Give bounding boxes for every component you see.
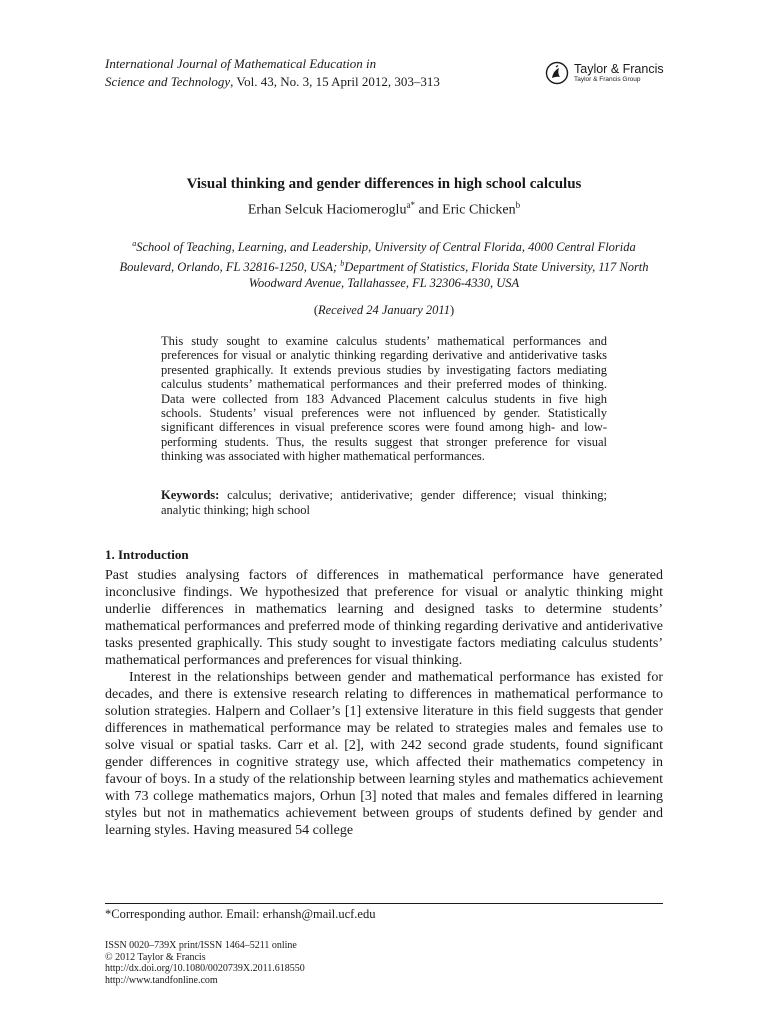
copyright-line: © 2012 Taylor & Francis [105,951,206,963]
author-list [0,200,768,219]
paper-title: Visual thinking and gender differences in high school calculus [186,176,582,192]
affiliations [110,236,658,292]
affiliation-mark: a [132,239,137,248]
abstract: This study sought to examine calculus students’ mathematical performances and preferences for visual or analytic thinking regarding derivative and antiderivative tasks presented graphically. It extends previous studies by investigating factors mediating calculus students’ mathematical performances and their preferred modes of thinking. Data were collected from 183 Advanced Placement calculus students in five high schools. Students’ visual preferences were not influenced by gender. Statistically significant differences in visual preference scores were found among high- and low-performing students. Thus, the results suggest that stronger preference for visual thinking was associated with higher mathematical performances. [161,334,607,464]
journal-citation [105,55,525,91]
publication-info [105,940,305,986]
publisher-name: Taylor & Francis [574,62,664,76]
section-body [105,567,663,839]
publisher-logo-icon [545,61,569,85]
body-paragraph: Past studies analysing factors of differences in mathematical performance have generated inconclusive findings. We hypothesized that preference for visual or analytic thinking might underlie differences in mathematics learning and designed tasks to determine students’ mathematical performances and preferred mode of thinking regarding derivative and antiderivative tasks presented graphically. This study sought to investigate factors mediating calculus students’ mathematical performances and preferences for visual thinking. [105,568,663,668]
author-separator: and [414,202,443,218]
body-paragraph: Interest in the relationships between gender and mathematical performance has existed for decades, and there is extensive research relating to differences in mathematical performance to solution strategies. Halpern and Collaer’s [1] extensive literature in this field suggests that gender differences in mathematical performance may be related to strategies males and females use to solve visual or spatial tasks. Carr et al. [2], with 242 second grade students, found significant gender differences in cognitive strategy use, which affected their mathematics competency in favour of boys. In a study of the relationship between learning styles and mathematics achievement with 73 college mathematics majors, Orhun [3] noted that males and females differed in learning styles but not in mathematics achievement between groups of students defined by gender and learning styles. Having measured 54 college [105,670,663,838]
affiliation-text: Department of Statistics, Florida State University, 117 North Woodward Avenue, Tallahassee, FL 32306-4330, USA [248,259,649,291]
issn-line: ISSN 0020–739X print/ISSN 1464–5211 online [105,940,297,951]
received-paren: ( [313,303,318,317]
keywords-label: Keywords: [161,488,220,502]
affiliation-mark: b [340,258,345,268]
section-heading: 1. Introduction [105,547,189,562]
author-affiliation-mark: a* [406,200,415,210]
corresponding-author-footnote: *Corresponding author. Email: erhansh@mail.ucf.edu [105,907,376,921]
author-name: Erhan Selcuk Haciomeroglu [247,202,407,218]
journal-volume-info: , Vol. 43, No. 3, 15 April 2012, 303–313 [230,74,440,89]
publisher-group: Taylor & Francis Group [574,76,641,83]
footnote-divider [105,903,663,904]
doi-link[interactable]: http://dx.doi.org/10.1080/0020739X.2011.618550 [105,963,305,974]
author-affiliation-mark: b [515,200,521,210]
keywords-text: calculus; derivative; antiderivative; gender difference; visual thinking; analytic thinking; high school [161,488,607,517]
received-text: Received 24 January 2011 [317,303,450,317]
journal-name-line1: International Journal of Mathematical Education in [105,56,377,71]
affiliation-text: School of Teaching, Learning, and Leadership, University of Central Florida, 4000 Central Florida Boulevard, Orlando, FL 32816-1250, USA; [119,240,636,274]
received-date [0,303,768,318]
publisher-website-link[interactable]: http://www.tandfonline.com [105,974,218,986]
author-name: Eric Chicken [442,202,516,218]
keywords [161,488,607,518]
publisher-logo [545,60,675,90]
received-paren: ) [450,303,455,317]
journal-name-line2: Science and Technology [105,74,231,89]
